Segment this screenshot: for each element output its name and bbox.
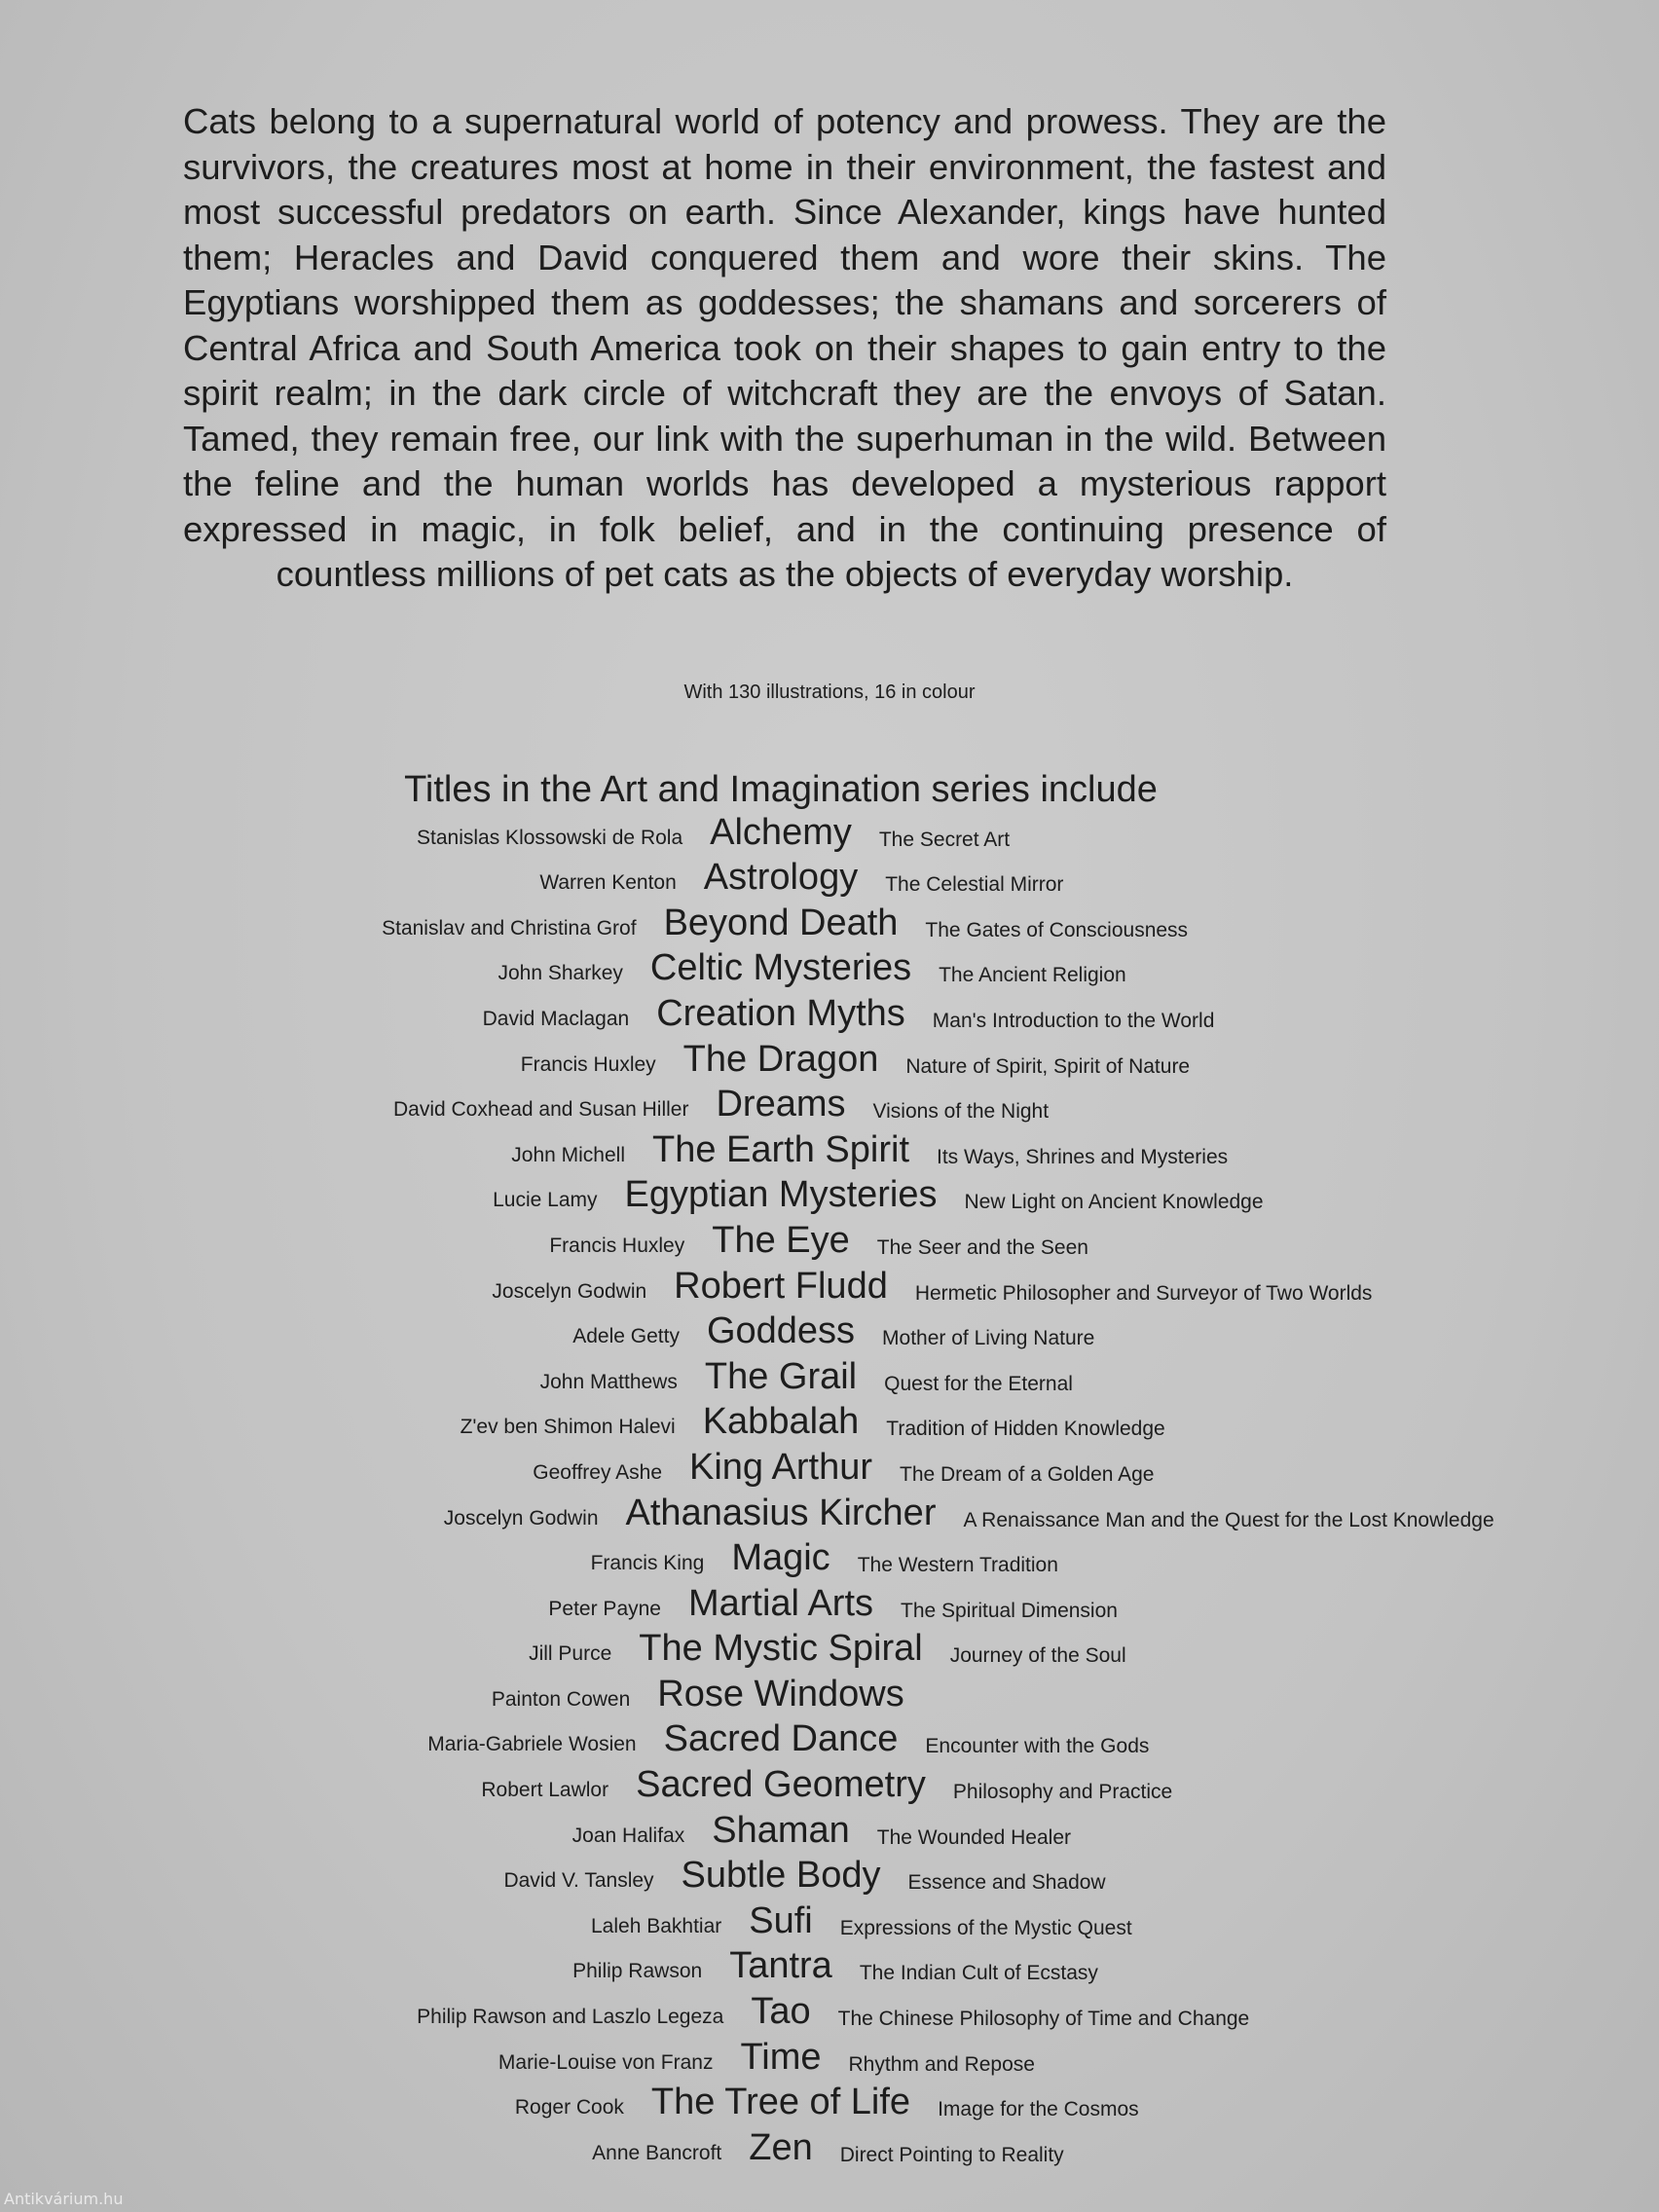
- title-row: [0, 1401, 1659, 1450]
- book-subtitle: Quest for the Eternal: [884, 1372, 1073, 1395]
- author-name: Robert Lawlor: [481, 1779, 609, 1802]
- book-title: Sacred Dance: [663, 1718, 899, 1760]
- book-title: Magic: [731, 1537, 830, 1579]
- book-subtitle: Man's Introduction to the World: [932, 1009, 1215, 1032]
- book-subtitle: Rhythm and Repose: [848, 2052, 1035, 2076]
- author-name: Maria-Gabriele Wosien: [427, 1733, 637, 1756]
- title-row: [0, 1766, 1659, 1812]
- title-row: [0, 2084, 1659, 2130]
- author-name: Geoffrey Ashe: [533, 1460, 662, 1484]
- book-subtitle: Essence and Shadow: [907, 1871, 1106, 1895]
- book-subtitle: The Secret Art: [878, 828, 1011, 851]
- book-title: Martial Arts: [687, 1582, 874, 1624]
- watermark: Antikvárium.hu: [4, 2190, 124, 2208]
- author-name: David Coxhead and Susan Hiller: [392, 1098, 689, 1122]
- book-title: Rose Windows: [657, 1673, 904, 1714]
- book-subtitle: The Spiritual Dimension: [901, 1599, 1118, 1622]
- book-subtitle: The Wounded Healer: [876, 1825, 1071, 1849]
- book-title: The Tree of Life: [650, 2082, 911, 2123]
- book-subtitle: Its Ways, Shrines and Mysteries: [937, 1145, 1229, 1168]
- book-subtitle: New Light on Ancient Knowledge: [964, 1191, 1264, 1214]
- title-row: [0, 2036, 1659, 2084]
- title-row: [0, 1809, 1659, 1858]
- title-row: [0, 857, 1659, 905]
- book-title: Subtle Body: [681, 1855, 881, 1897]
- author-name: David V. Tansley: [503, 1869, 654, 1893]
- book-subtitle: A Renaissance Man and the Quest for the Lost Knowledge: [963, 1508, 1494, 1531]
- title-row: [0, 1537, 1659, 1586]
- title-row: [0, 1219, 1659, 1268]
- author-name: Joscelyn Godwin: [492, 1279, 647, 1303]
- author-name: John Michell: [511, 1143, 625, 1166]
- book-title: Beyond Death: [663, 902, 899, 943]
- author-name: John Sharkey: [498, 962, 623, 985]
- book-title: Goddess: [706, 1310, 856, 1352]
- title-row: [0, 1494, 1659, 1540]
- title-row: [0, 947, 1659, 996]
- title-row: [0, 1128, 1659, 1177]
- author-name: Francis Huxley: [549, 1234, 685, 1257]
- book-title: Astrology: [703, 857, 859, 899]
- author-name: Z'ev ben Shimon Halevi: [460, 1416, 676, 1439]
- title-row: [0, 1945, 1659, 1994]
- title-row: [0, 1899, 1659, 1948]
- book-title: Dreams: [716, 1084, 846, 1125]
- book-title: Celtic Mysteries: [649, 947, 912, 989]
- book-title: Tao: [751, 1991, 811, 2033]
- author-name: Jill Purce: [529, 1642, 612, 1666]
- book-subtitle: Direct Pointing to Reality: [839, 2143, 1064, 2166]
- book-title: Athanasius Kircher: [625, 1492, 937, 1533]
- book-subtitle: The Indian Cult of Ecstasy: [859, 1962, 1098, 1985]
- book-subtitle: The Gates of Consciousness: [925, 918, 1189, 941]
- book-subtitle: Visions of the Night: [872, 1100, 1050, 1124]
- author-name: Joscelyn Godwin: [443, 1506, 599, 1530]
- book-title: Egyptian Mysteries: [624, 1174, 938, 1216]
- author-name: Marie-Louise von Franz: [498, 2050, 714, 2074]
- book-subtitle: The Seer and the Seen: [876, 1235, 1088, 1259]
- title-row: [0, 1310, 1659, 1359]
- author-name: David Maclagan: [482, 1007, 630, 1030]
- series-title-list: [0, 811, 1659, 2175]
- title-row: [0, 1174, 1659, 1223]
- title-row: [0, 1718, 1659, 1767]
- title-row: [0, 1355, 1659, 1404]
- title-row: [0, 1673, 1659, 1721]
- book-subtitle: Mother of Living Nature: [882, 1327, 1095, 1350]
- title-row: [0, 1993, 1659, 2039]
- book-title: Shaman: [712, 1809, 850, 1851]
- author-name: Philip Rawson and Laszlo Legeza: [417, 2006, 724, 2029]
- title-row: [0, 1038, 1659, 1087]
- book-subtitle: The Western Tradition: [857, 1554, 1058, 1577]
- author-name: Philip Rawson: [572, 1960, 703, 1983]
- author-name: Laleh Bakhtiar: [591, 1914, 722, 1937]
- book-subtitle: Encounter with the Gods: [925, 1735, 1150, 1758]
- book-title: Alchemy: [710, 811, 852, 853]
- book-subtitle: Philosophy and Practice: [952, 1781, 1173, 1804]
- book-subtitle: Expressions of the Mystic Quest: [839, 1916, 1132, 1939]
- book-title: The Eye: [712, 1219, 850, 1261]
- book-title: Creation Myths: [656, 992, 905, 1034]
- author-name: John Matthews: [539, 1370, 678, 1393]
- book-subtitle: Hermetic Philosopher and Surveyor of Two Worlds: [914, 1281, 1373, 1305]
- book-subtitle: Journey of the Soul: [949, 1644, 1126, 1668]
- book-subtitle: The Dream of a Golden Age: [900, 1462, 1155, 1486]
- book-subtitle: The Chinese Philosophy of Time and Change: [837, 2008, 1250, 2031]
- author-name: Stanislas Klossowski de Rola: [417, 826, 683, 849]
- series-heading: Titles in the Art and Imagination series include: [404, 769, 1158, 810]
- book-title: Time: [740, 2036, 822, 2078]
- book-title: Zen: [749, 2126, 813, 2168]
- book-subtitle: Nature of Spirit, Spirit of Nature: [905, 1054, 1191, 1078]
- book-subtitle: The Celestial Mirror: [885, 873, 1064, 897]
- title-row: [0, 1265, 1659, 1313]
- title-row: [0, 1084, 1659, 1132]
- book-title: Kabbalah: [702, 1401, 860, 1443]
- author-name: Warren Kenton: [539, 871, 677, 895]
- book-title: The Dragon: [682, 1038, 879, 1080]
- book-title: King Arthur: [689, 1446, 872, 1488]
- author-name: Francis Huxley: [520, 1052, 656, 1076]
- title-row: [0, 992, 1659, 1041]
- title-row: [0, 1582, 1659, 1631]
- author-name: Francis King: [590, 1552, 705, 1575]
- author-name: Joan Halifax: [571, 1824, 685, 1847]
- book-title: The Earth Spirit: [652, 1128, 909, 1170]
- author-name: Anne Bancroft: [592, 2141, 722, 2164]
- book-title: Sacred Geometry: [636, 1764, 926, 1806]
- title-row: [0, 904, 1659, 950]
- title-row: [0, 1628, 1659, 1677]
- title-row: [0, 2126, 1659, 2175]
- book-title: The Grail: [704, 1355, 858, 1397]
- illustrations-note: With 130 illustrations, 16 in colour: [683, 682, 976, 703]
- author-name: Stanislav and Christina Grof: [382, 916, 637, 940]
- book-subtitle: The Ancient Religion: [939, 964, 1126, 987]
- author-name: Roger Cook: [514, 2096, 624, 2120]
- title-row: [0, 811, 1659, 860]
- blurb-paragraph: Cats belong to a supernatural world of potency and prowess. They are the survivors, the creatures most at home in their environment, the fastest and most successful predators on earth. Since Alexander, kings have hunted them; Heracles and David conquered them and wore their skins. The Egyptians worshipped them as goddesses; the shamans and sorcerers of Central Africa and South America took on their shapes to gain entry to the spirit realm; in the dark circle of witchcraft they are the envoys of Satan. Tamed, they remain free, our link with the superhuman in the wild. Between the feline and the human worlds has developed a mysterious rapport expressed in magic, in folk belief, and in the continuing presence of countless millions of pet cats as the objects of everyday worship.: [183, 101, 1386, 594]
- author-name: Lucie Lamy: [493, 1189, 598, 1212]
- book-title: Tantra: [729, 1945, 832, 1987]
- book-title: Sufi: [749, 1899, 813, 1941]
- book-title: Robert Fludd: [674, 1265, 888, 1307]
- book-subtitle: Tradition of Hidden Knowledge: [886, 1418, 1165, 1441]
- book-title: The Mystic Spiral: [639, 1628, 923, 1670]
- author-name: Painton Cowen: [491, 1687, 631, 1711]
- author-name: Adele Getty: [572, 1325, 680, 1348]
- title-row: [0, 1855, 1659, 1903]
- book-subtitle: Image for the Cosmos: [938, 2098, 1139, 2121]
- title-row: [0, 1446, 1659, 1494]
- author-name: Peter Payne: [548, 1597, 661, 1620]
